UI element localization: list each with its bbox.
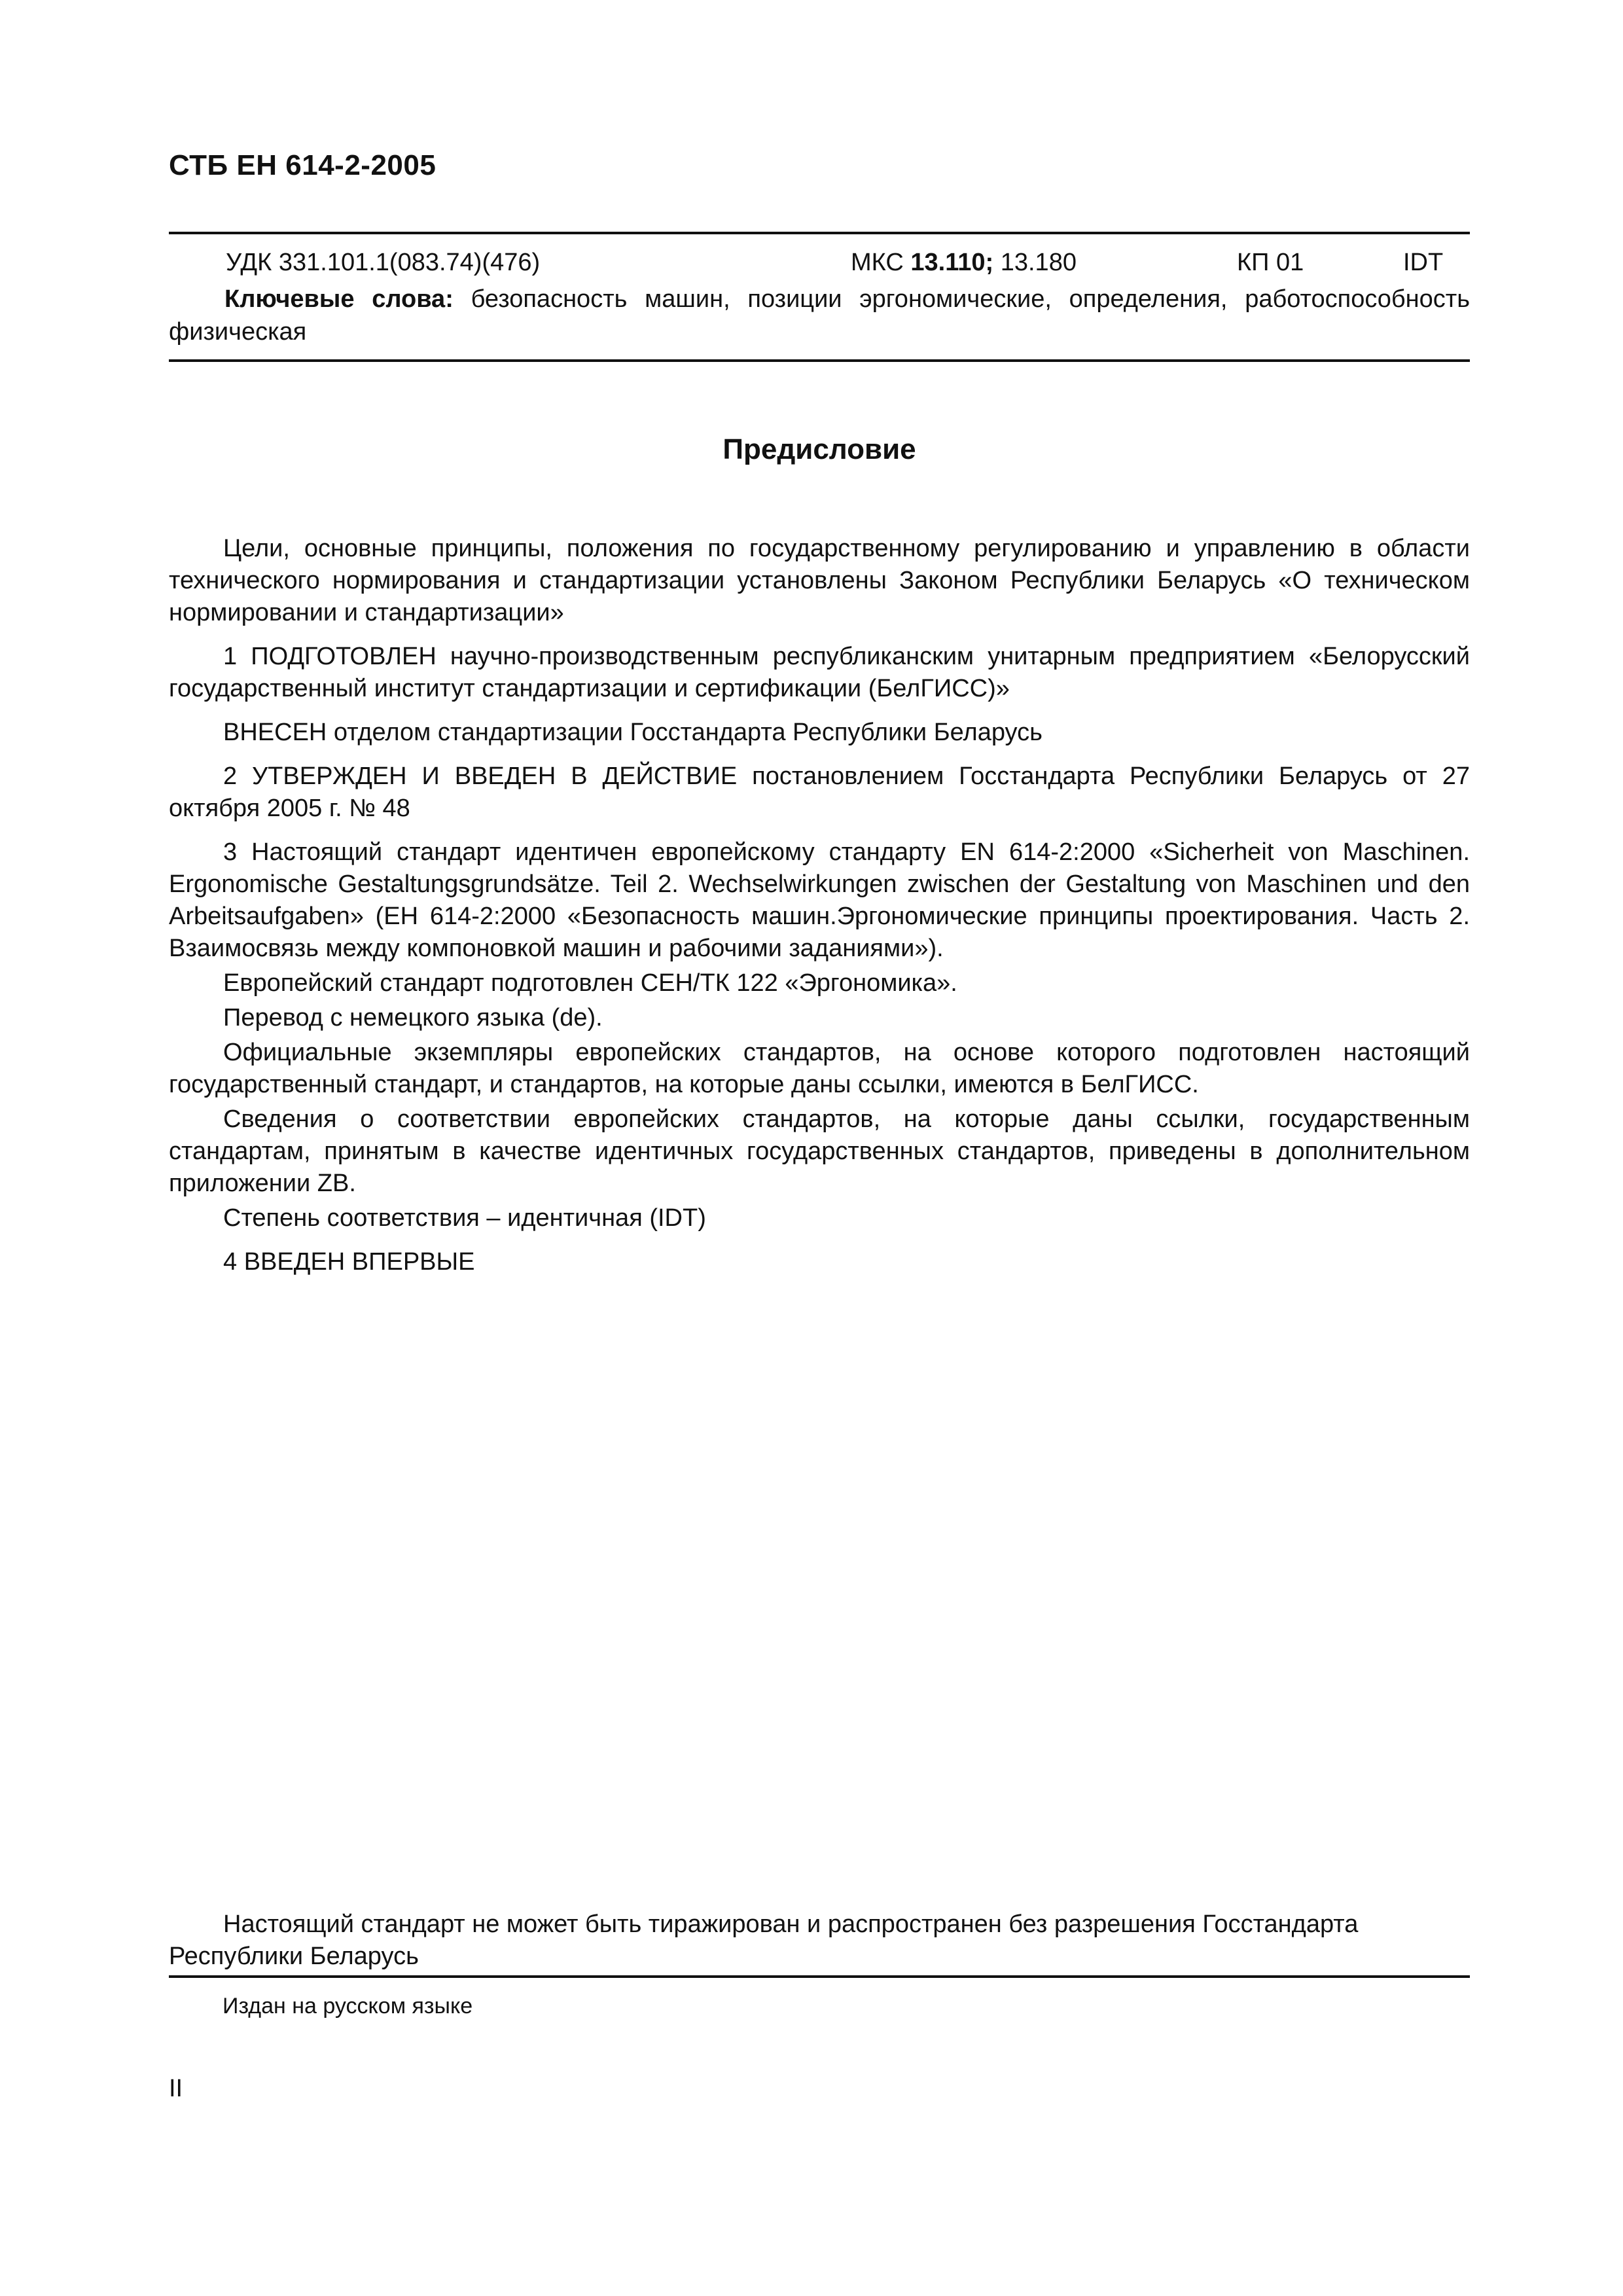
paragraph-approved: 2 УТВЕРЖДЕН И ВВЕДЕН В ДЕЙСТВИЕ постановлением Госстандарта Республики Беларусь от 27 октября 2005 г. № 48: [169, 762, 1470, 822]
mks-primary: 13.110;: [910, 249, 994, 276]
paragraph-first-introduced: 4 ВВЕДЕН ВПЕРВЫЕ: [223, 1248, 475, 1276]
paragraph-correspondence: Сведения о соответствии европейских стандартов, на которые даны ссылки, государственным стандартам, принятым в качестве идентичных государственных стандартов, приведены в дополнительном приложении ZB.: [169, 1105, 1470, 1197]
udk-code: УДК 331.101.1(083.74)(476): [226, 249, 541, 276]
page-number: II: [169, 2075, 183, 2102]
keywords-text: безопасность машин, позиции эргономические, определения, работоспособность физическая: [169, 285, 1470, 346]
paragraph-official-copies: Официальные экземпляры европейских стандартов, на основе которого подготовлен настоящий государственный стандарт, и стандартов, на которые даны ссылки, имеются в БелГИСС.: [169, 1039, 1470, 1098]
paragraph-submitted: ВНЕСЕН отделом стандартизации Госстандарта Республики Беларусь: [223, 719, 1043, 746]
issued-language: Издан на русском языке: [223, 1994, 473, 2018]
page-title: Предисловие: [722, 433, 916, 465]
header-bottom-divider: [169, 359, 1470, 362]
footer-divider: [169, 1975, 1470, 1978]
kp-code: КП 01: [1237, 249, 1304, 276]
copyright-notice: Настоящий стандарт не может быть тиражирован и распространен без разрешения Госстандарта Республики Беларусь: [169, 1910, 1359, 1970]
paragraph-prepared: 1 ПОДГОТОВЛЕН научно-производственным республиканским унитарным предприятием «Белорусский государственный институт стандартизации и сертификации (БелГИСС)»: [169, 643, 1470, 702]
paragraph-identical: 3 Настоящий стандарт идентичен европейскому стандарту EN 614-2:2000 «Sicherheit von Maschinen. Ergonomische Gestaltungsgrundsätze. Teil 2. Wechselwirkungen zwischen der Gestaltung von Maschinen und den Arbeitsaufgaben» (ЕН 614-2:2000 «Безопасность машин.Эргономические принципы проектирования. Часть 2. Взаимосвязь между компоновкой машин и рабочими заданиями»).: [169, 838, 1470, 962]
paragraph-degree: Степень соответствия – идентичная (IDT): [223, 1204, 706, 1232]
paragraph-goals: Цели, основные принципы, положения по государственному регулированию и управлению в области технического нормирования и стандартизации установлены Законом Республики Беларусь «О техническом нормировании и стандартизации»: [169, 535, 1470, 626]
keywords-line: [169, 283, 1470, 348]
paragraph-translation: Перевод с немецкого языка (de).: [223, 1004, 603, 1031]
foreword-body: [169, 533, 1470, 1278]
mks-prefix: МКС: [851, 249, 911, 276]
top-divider: [169, 232, 1470, 234]
paragraph-committee: Европейский стандарт подготовлен СЕН/ТК 122 «Эргономика».: [223, 969, 957, 997]
mks-secondary: 13.180: [993, 249, 1077, 276]
mks-code: [851, 249, 1077, 277]
document-code: СТБ ЕН 614-2-2005: [169, 149, 437, 181]
idt-code: IDT: [1403, 249, 1444, 276]
keywords-label: Ключевые слова:: [224, 285, 454, 313]
